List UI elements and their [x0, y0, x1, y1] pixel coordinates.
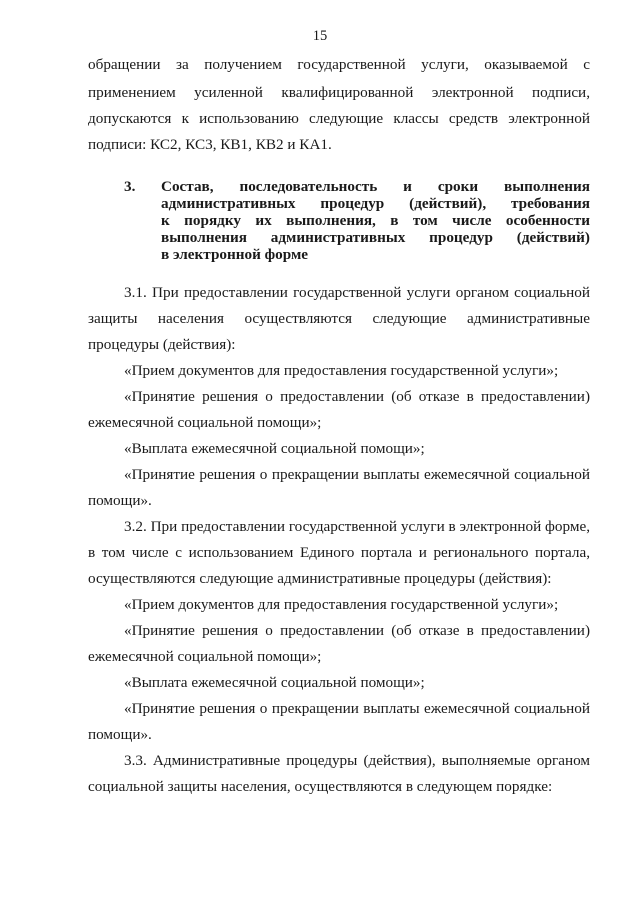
list-item: ежемесячной социальной помощи»; [88, 414, 322, 431]
list-item: «Принятие решения о прекращении выплаты ежемесячной социальной [124, 700, 590, 717]
list-item: «Принятие решения о предоставлении (об отказе в предоставлении) [124, 622, 590, 639]
section-title-line: административных процедур (действий), требования [161, 195, 590, 212]
list-item: «Выплата ежемесячной социальной помощи»; [124, 440, 425, 457]
list-item: ежемесячной социальной помощи»; [88, 648, 322, 665]
paragraph-3-2-line: осуществляются следующие административные процедуры (действия): [88, 570, 552, 587]
section-number: 3. [124, 178, 136, 195]
intro-line: применением усиленной квалифицированной электронной подписи, [88, 84, 590, 101]
list-item: «Принятие решения о прекращении выплаты ежемесячной социальной [124, 466, 590, 483]
list-item: «Выплата ежемесячной социальной помощи»; [124, 674, 425, 691]
section-title-line: выполнения административных процедур (действий) [161, 229, 590, 246]
section-title-line: в электронной форме [161, 246, 309, 263]
paragraph-3-1-line: защиты населения осуществляются следующие административные [88, 310, 590, 327]
list-item: помощи». [88, 726, 152, 743]
page-number: 15 [312, 28, 328, 44]
paragraph-3-2-line: в том числе с использованием Единого портала и регионального портала, [88, 544, 590, 561]
list-item: «Принятие решения о предоставлении (об отказе в предоставлении) [124, 388, 590, 405]
list-item: «Прием документов для предоставления государственной услуги»; [124, 362, 559, 379]
paragraph-3-1-line: процедуры (действия): [88, 336, 236, 353]
intro-line: обращении за получением государственной услуги, оказываемой с [88, 56, 590, 73]
intro-line: допускаются к использованию следующие классы средств электронной [88, 110, 590, 127]
list-item: помощи». [88, 492, 152, 509]
paragraph-3-1-line: 3.1. При предоставлении государственной услуги органом социальной [124, 284, 590, 301]
paragraph-3-3-line: социальной защиты населения, осуществляются в следующем порядке: [88, 778, 553, 795]
section-title-line: Состав, последовательность и сроки выполнения [161, 178, 590, 195]
paragraph-3-3-line: 3.3. Административные процедуры (действия), выполняемые органом [124, 752, 590, 769]
intro-line: подписи: КС2, КС3, КВ1, КВ2 и КА1. [88, 136, 332, 153]
paragraph-3-2-line: 3.2. При предоставлении государственной услуги в электронной форме, [124, 518, 590, 535]
list-item: «Прием документов для предоставления государственной услуги»; [124, 596, 559, 613]
section-title-line: к порядку их выполнения, в том числе особенности [161, 212, 590, 229]
